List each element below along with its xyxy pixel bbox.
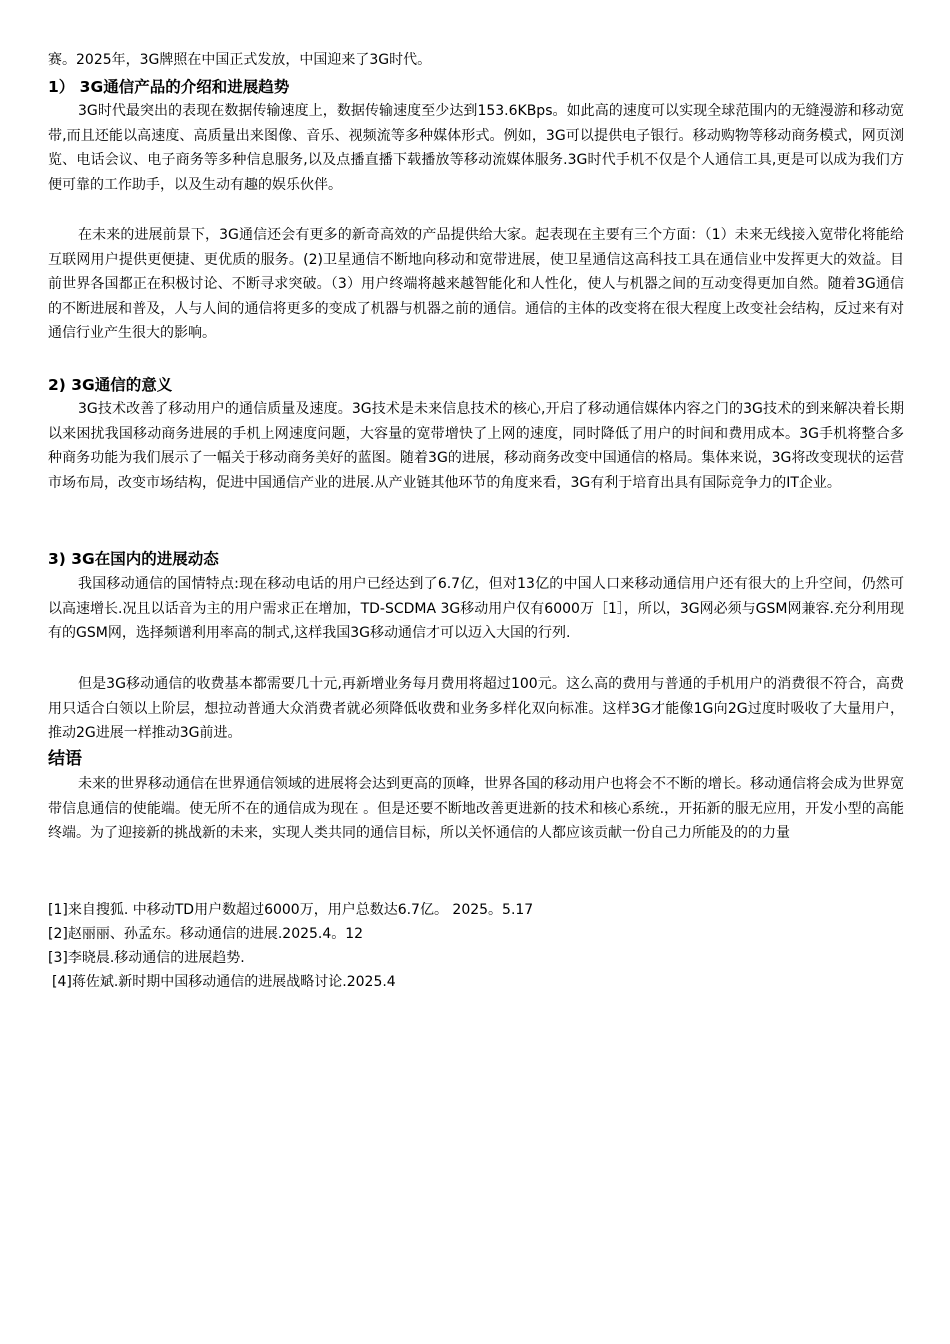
reference-2: [2]赵丽丽、孙孟东。移动通信的进展.2025.4。12 [48, 926, 364, 942]
conclusion-paragraph: 未来的世界移动通信在世界通信领域的进展将会达到更高的顶峰，世界各国的移动用户也将会不不断的增长。移动通信将会成为世界宽带信息通信的使能端。使无所不在的通信成为现在 。但是还要不断地改善更进新的技术和核心系统.，开拓新的服无应用，开发小型的高能终端。为了迎接新的挑战新的未来，实现人类共同的通信目标，所以关怀通信的人都应该贡献一份自己力所能及的的力量 [48, 776, 904, 842]
reference-4: [4]蒋佐斌.新时期中国移动通信的进展战略讨论.2025.4 [52, 974, 396, 990]
section-3-heading: 3) 3G在国内的进展动态 [48, 550, 219, 568]
section-2-paragraph-1: 3G技术改善了移动用户的通信质量及速度。3G技术是未来信息技术的核心,开启了移动通信媒体内容之门的3G技术的到来解决着长期以来困扰我国移动商务进展的手机上网速度问题，大容量的宽带增快了上网的速度，同时降低了用户的时间和费用成本。3G手机将整合多种商务功能为我们展示了一幅关于移动商务美好的蓝图。随着3G的进展，移动商务改变中国通信的格局。集体来说，3G将改变现状的运营市场布局，改变市场结构，促进中国通信产业的进展.从产业链其他环节的角度来看，3G有利于培育出具有国际竞争力的IT企业。 [48, 401, 904, 491]
section-1-paragraph-2: 在未来的进展前景下，3G通信还会有更多的新奇高效的产品提供给大家。起表现在主要有三个方面：（1）未来无线接入宽带化将能给互联网用户提供更便捷、更优质的服务。(2)卫星通信不断地向移动和宽带进展，使卫星通信这高科技工具在通信业中发挥更大的效益。目前世界各国都正在积极讨论、不断寻求突破。（3）用户终端将越来越智能化和人性化，使人与机器之间的互动变得更加自然。随着3G通信的不断进展和普及，人与人间的通信将更多的变成了机器与机器之前的通信。通信的主体的改变将在很大程度上改变社会结构，反过来有对通信行业产生很大的影响。 [48, 227, 904, 342]
section-2-heading: 2) 3G通信的意义 [48, 376, 173, 394]
reference-1: [1]来自搜狐. 中移动TD用户数超过6000万，用户总数达6.7亿。 2025。5.17 [48, 902, 534, 918]
section-1-heading: 1） 3G通信产品的介绍和进展趋势 [48, 78, 290, 96]
section-3-paragraph-1: 我国移动通信的国情特点:现在移动电话的用户已经达到了6.7亿，但对13亿的中国人口来移动通信用户还有很大的上升空间，仍然可以高速增长.况且以话音为主的用户需求正在增加，TD-SCDMA 3G移动用户仅有6000万［1］，所以，3G网必须与GSM网兼容.充分利用现有的GSM网，选择频谱利用率高的制式,这样我国3G移动通信才可以迈入大国的行列. [48, 576, 904, 642]
intro-tail-paragraph: 赛。2025年，3G牌照在中国正式发放，中国迎来了3G时代。 [48, 52, 432, 68]
reference-3: [3]李晓晨.移动通信的进展趋势. [48, 950, 245, 966]
conclusion-heading: 结语 [48, 749, 82, 769]
section-3-paragraph-2: 但是3G移动通信的收费基本都需要几十元,再新增业务每月费用将超过100元。这么高的费用与普通的手机用户的消费很不符合，高费用只适合白领以上阶层，想拉动普通大众消费者就必须降低收费和业务多样化双向标准。这样3G才能像1G向2G过度时吸收了大量用户，推动2G进展一样推动3G前进。 [48, 676, 904, 742]
section-1-paragraph-1: 3G时代最突出的表现在数据传输速度上，数据传输速度至少达到153.6KBps。如此高的速度可以实现全球范围内的无缝漫游和移动宽带,而且还能以高速度、高质量出来图像、音乐、视频流等多种媒体形式。例如，3G可以提供电子银行。移动购物等移动商务模式，网页浏览、电话会议、电子商务等多种信息服务,以及点播直播下载播放等移动流媒体服务.3G时代手机不仅是个人通信工具,更是可以成为我们方便可靠的工作助手，以及生动有趣的娱乐伙伴。 [48, 103, 904, 193]
